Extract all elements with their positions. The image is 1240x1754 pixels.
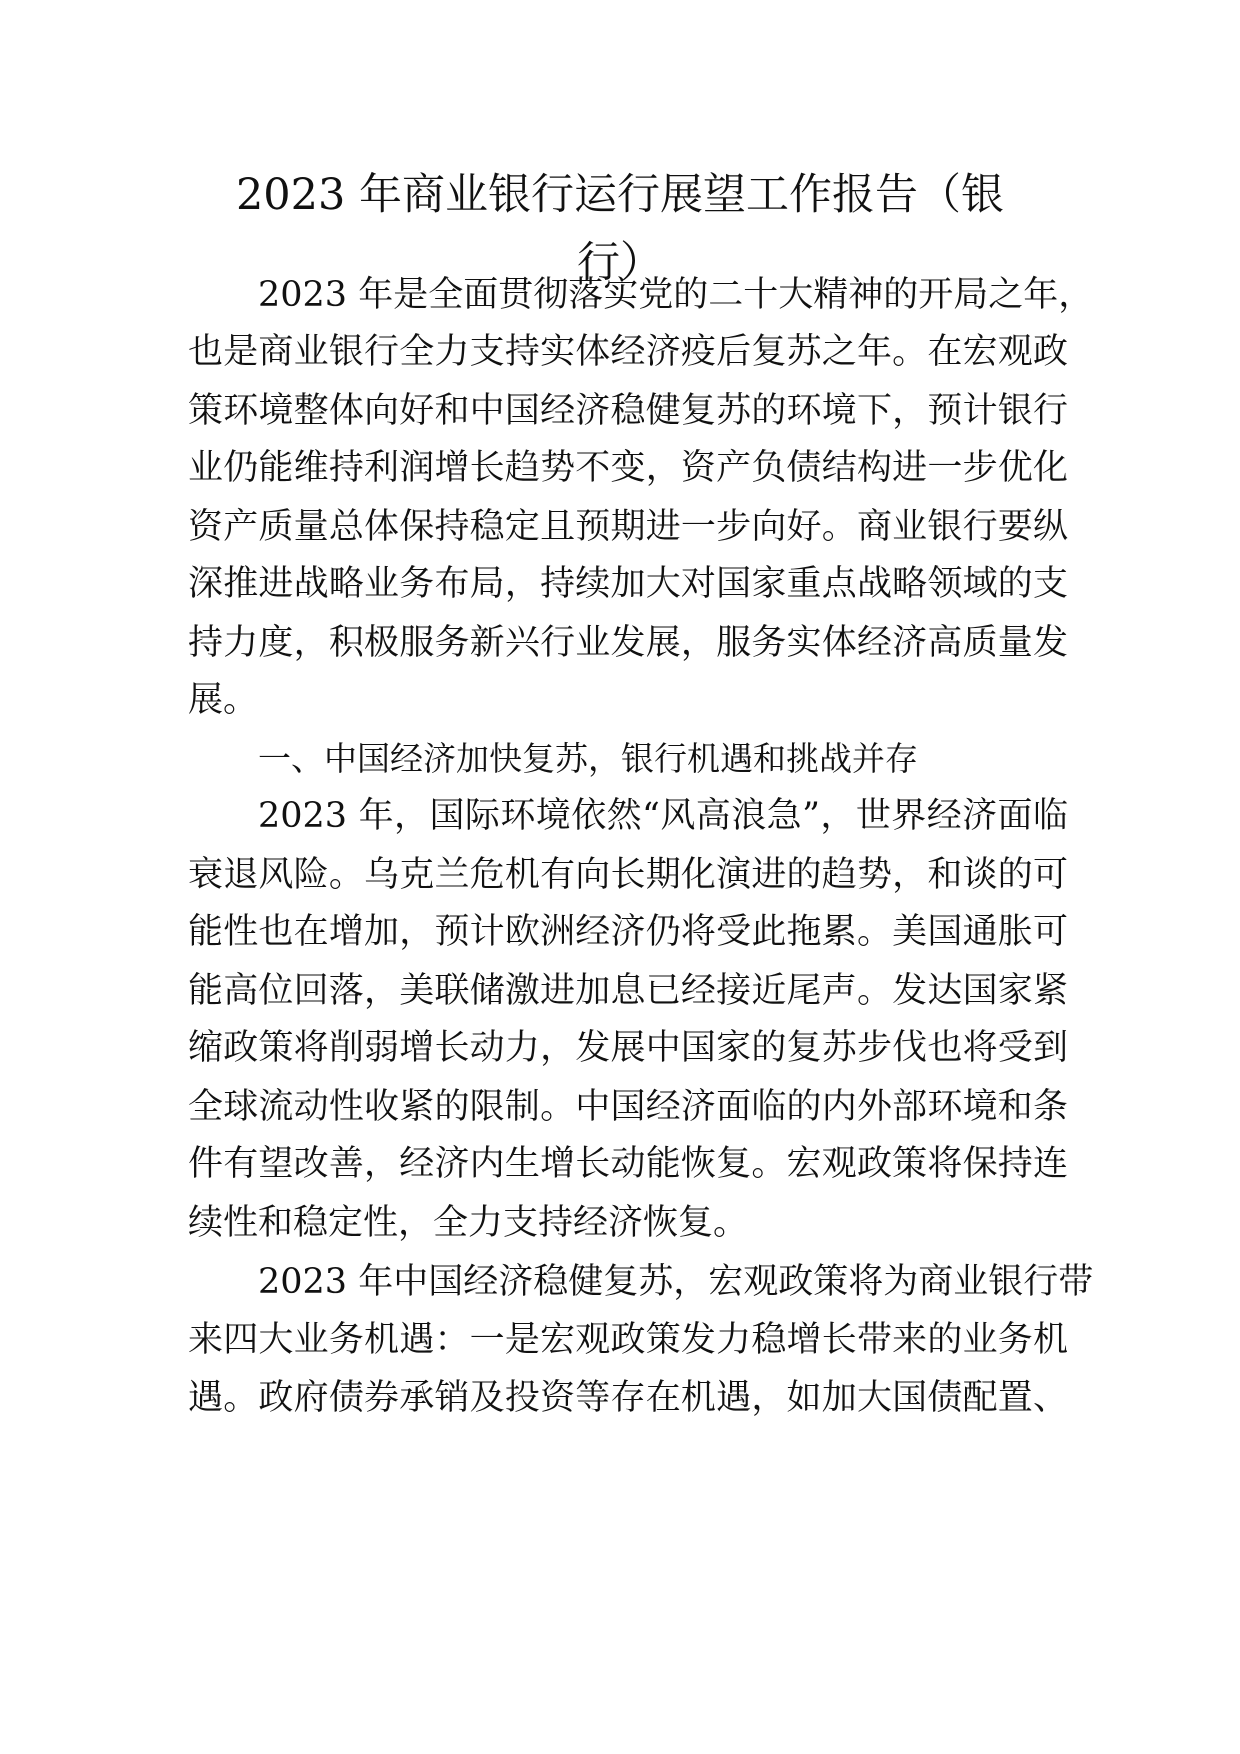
paragraph-line: 深推进战略业务布局，持续加大对国家重点战略领域的支 — [188, 564, 1068, 604]
paragraph-line: 2023 年是全面贯彻落实党的二十大精神的开局之年， — [258, 275, 1094, 315]
paragraph-line: 2023 年，国际环境依然“风高浪急”，世界经济面临 — [258, 796, 1068, 836]
paragraph-line: 件有望改善，经济内生增长动能恢复。宏观政策将保持连 — [188, 1144, 1068, 1184]
paragraph-line: 2023 年中国经济稳健复苏，宏观政策将为商业银行带 — [258, 1262, 1094, 1302]
paragraph-line: 衰退风险。乌克兰危机有向长期化演进的趋势，和谈的可 — [188, 855, 1068, 895]
paragraph-line: 展。 — [188, 680, 259, 720]
paragraph-line: 能高位回落，美联储激进加息已经接近尾声。发达国家紧 — [188, 971, 1068, 1011]
paragraph-line: 策环境整体向好和中国经济稳健复苏的环境下，预计银行 — [188, 391, 1068, 431]
paragraph-line: 业仍能维持利润增长趋势不变，资产负债结构进一步优化 — [188, 448, 1068, 488]
section-heading: 一、中国经济加快复苏，银行机遇和挑战并存 — [258, 739, 918, 778]
paragraph-line: 持力度，积极服务新兴行业发展，服务实体经济高质量发 — [188, 623, 1068, 663]
paragraph-line: 能性也在增加，预计欧洲经济仍将受此拖累。美国通胀可 — [188, 912, 1068, 952]
paragraph-line: 续性和稳定性，全力支持经济恢复。 — [188, 1203, 749, 1243]
paragraph-line: 遇。政府债券承销及投资等存在机遇，如加大国债配置、 — [188, 1378, 1068, 1418]
paragraph-line: 资产质量总体保持稳定且预期进一步向好。商业银行要纵 — [188, 507, 1068, 547]
paragraph-line: 全球流动性收紧的限制。中国经济面临的内外部环境和条 — [188, 1087, 1068, 1127]
document-title-line-1: 2023 年商业银行运行展望工作报告（银 — [235, 170, 1005, 220]
document-title-line-2: 行） — [577, 238, 663, 288]
paragraph-line: 来四大业务机遇：一是宏观政策发力稳增长带来的业务机 — [188, 1320, 1068, 1360]
paragraph-line: 缩政策将削弱增长动力，发展中国家的复苏步伐也将受到 — [188, 1028, 1068, 1068]
paragraph-line: 也是商业银行全力支持实体经济疫后复苏之年。在宏观政 — [188, 332, 1068, 372]
